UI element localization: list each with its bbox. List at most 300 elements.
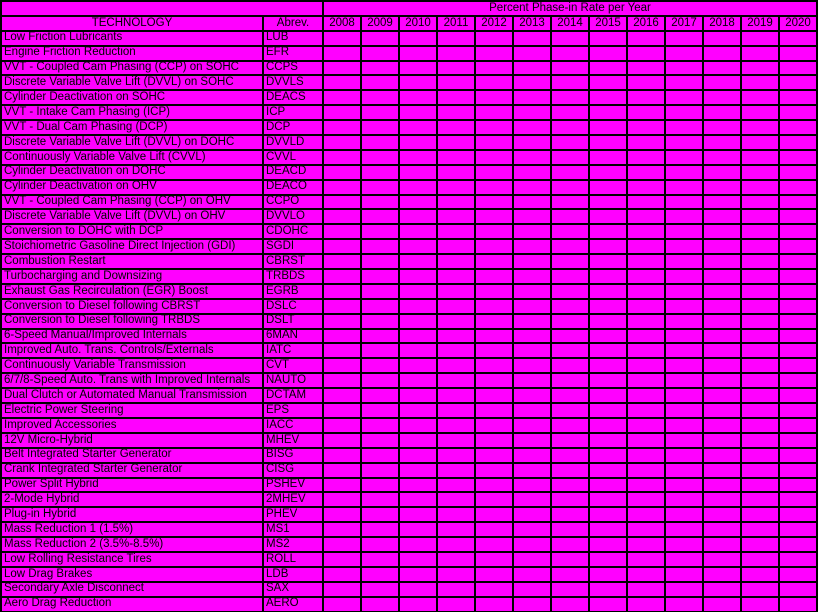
phase-in-value-cell — [513, 195, 551, 210]
phase-in-value-cell — [627, 373, 665, 388]
phase-in-value-cell — [589, 403, 627, 418]
phase-in-value-cell — [323, 418, 361, 433]
phase-in-value-cell — [703, 433, 741, 448]
abbreviation-cell: BISG — [263, 448, 323, 463]
phase-in-value-cell — [741, 433, 779, 448]
phase-in-value-cell — [703, 150, 741, 165]
phase-in-value-cell — [475, 358, 513, 373]
technology-name-cell: Mass Reduction 2 (3.5%-8.5%) — [1, 537, 263, 552]
table-row — [1, 388, 817, 403]
phase-in-value-cell — [513, 135, 551, 150]
phase-in-value-cell — [741, 582, 779, 597]
technology-name-cell: Continuously Variable Valve Lift (CVVL) — [1, 150, 263, 165]
table-row — [1, 105, 817, 120]
phase-in-value-cell — [323, 31, 361, 46]
phase-in-value-cell — [437, 433, 475, 448]
phase-in-value-cell — [361, 522, 399, 537]
phase-in-value-cell — [703, 284, 741, 299]
phase-in-value-cell — [627, 507, 665, 522]
phase-in-value-cell — [665, 358, 703, 373]
phase-in-value-cell — [399, 254, 437, 269]
phase-in-value-cell — [437, 373, 475, 388]
phase-in-value-cell — [551, 314, 589, 329]
phase-in-value-cell — [589, 254, 627, 269]
phase-in-value-cell — [513, 433, 551, 448]
phase-in-value-cell — [399, 61, 437, 76]
phase-in-value-cell — [399, 478, 437, 493]
phase-in-value-cell — [741, 597, 779, 612]
table-row — [1, 284, 817, 299]
phase-in-value-cell — [513, 61, 551, 76]
phase-in-value-cell — [703, 239, 741, 254]
phase-in-value-cell — [703, 31, 741, 46]
table-title-row — [1, 1, 817, 16]
phase-in-value-cell — [513, 388, 551, 403]
phase-in-value-cell — [741, 61, 779, 76]
phase-in-value-cell — [589, 165, 627, 180]
abbreviation-cell: TRBDS — [263, 269, 323, 284]
phase-in-value-cell — [589, 284, 627, 299]
abbreviation-cell: MHEV — [263, 433, 323, 448]
blank-corner-cell — [1, 1, 323, 16]
phase-in-value-cell — [741, 507, 779, 522]
phase-in-value-cell — [779, 478, 817, 493]
phase-in-value-cell — [627, 105, 665, 120]
phase-in-value-cell — [665, 299, 703, 314]
phase-in-value-cell — [665, 343, 703, 358]
table-row — [1, 537, 817, 552]
phase-in-value-cell — [703, 314, 741, 329]
phase-in-value-cell — [475, 463, 513, 478]
phase-in-value-cell — [779, 239, 817, 254]
phase-in-value-cell — [627, 567, 665, 582]
phase-in-value-cell — [665, 135, 703, 150]
phase-in-value-cell — [779, 582, 817, 597]
phase-in-value-cell — [779, 75, 817, 90]
phase-in-value-cell — [627, 195, 665, 210]
phase-in-value-cell — [361, 254, 399, 269]
table-row — [1, 597, 817, 612]
phase-in-value-cell — [627, 224, 665, 239]
phase-in-value-cell — [665, 492, 703, 507]
phase-in-value-cell — [475, 269, 513, 284]
phase-in-value-cell — [361, 165, 399, 180]
phase-in-value-cell — [703, 165, 741, 180]
phase-in-value-cell — [437, 522, 475, 537]
phase-in-value-cell — [361, 314, 399, 329]
phase-in-value-cell — [779, 314, 817, 329]
phase-in-value-cell — [361, 239, 399, 254]
table-row — [1, 552, 817, 567]
phase-in-value-cell — [323, 120, 361, 135]
phase-in-value-cell — [361, 195, 399, 210]
phase-in-value-cell — [779, 463, 817, 478]
technology-name-cell: 6-Speed Manual/Improved Internals — [1, 329, 263, 344]
phase-in-value-cell — [551, 329, 589, 344]
phase-in-value-cell — [399, 343, 437, 358]
phase-in-value-cell — [627, 75, 665, 90]
phase-in-value-cell — [779, 448, 817, 463]
phase-in-value-cell — [361, 31, 399, 46]
phase-in-value-cell — [399, 329, 437, 344]
phase-in-value-cell — [437, 120, 475, 135]
table-row — [1, 522, 817, 537]
phase-in-value-cell — [627, 254, 665, 269]
phase-in-value-cell — [589, 492, 627, 507]
table-row — [1, 75, 817, 90]
abbreviation-cell: EPS — [263, 403, 323, 418]
phase-in-value-cell — [741, 358, 779, 373]
phase-in-value-cell — [551, 418, 589, 433]
column-header-year: 2009 — [361, 16, 399, 31]
technology-name-cell: Aero Drag Reduction — [1, 597, 263, 612]
phase-in-value-cell — [703, 135, 741, 150]
phase-in-value-cell — [665, 597, 703, 612]
column-header-row — [1, 16, 817, 31]
phase-in-value-cell — [627, 448, 665, 463]
technology-name-cell: Conversion to Diesel following CBRST — [1, 299, 263, 314]
phase-in-value-cell — [361, 61, 399, 76]
phase-in-value-cell — [589, 507, 627, 522]
table-row — [1, 90, 817, 105]
phase-in-value-cell — [399, 105, 437, 120]
phase-in-value-cell — [665, 403, 703, 418]
phase-in-value-cell — [399, 269, 437, 284]
abbreviation-cell: IATC — [263, 343, 323, 358]
phase-in-value-cell — [703, 46, 741, 61]
phase-in-value-cell — [475, 597, 513, 612]
phase-in-value-cell — [665, 61, 703, 76]
phase-in-value-cell — [551, 46, 589, 61]
phase-in-value-cell — [665, 478, 703, 493]
phase-in-value-cell — [323, 150, 361, 165]
phase-in-value-cell — [323, 492, 361, 507]
phase-in-value-cell — [437, 567, 475, 582]
phase-in-value-cell — [513, 299, 551, 314]
phase-in-value-cell — [627, 61, 665, 76]
abbreviation-cell: PHEV — [263, 507, 323, 522]
technology-name-cell: Improved Accessories — [1, 418, 263, 433]
phase-in-value-cell — [513, 492, 551, 507]
phase-in-value-cell — [589, 209, 627, 224]
phase-in-value-cell — [323, 463, 361, 478]
phase-in-value-cell — [703, 522, 741, 537]
table-row — [1, 135, 817, 150]
phase-in-value-cell — [475, 492, 513, 507]
phase-in-value-cell — [551, 299, 589, 314]
phase-in-value-cell — [779, 284, 817, 299]
technology-name-cell: Crank Integrated Starter Generator — [1, 463, 263, 478]
phase-in-value-cell — [361, 552, 399, 567]
table-row — [1, 46, 817, 61]
technology-name-cell: Mass Reduction 1 (1.5%) — [1, 522, 263, 537]
phase-in-value-cell — [513, 254, 551, 269]
phase-in-value-cell — [665, 463, 703, 478]
phase-in-value-cell — [513, 209, 551, 224]
phase-in-value-cell — [551, 388, 589, 403]
phase-in-value-cell — [513, 224, 551, 239]
technology-name-cell: VVT - Coupled Cam Phasing (CCP) on SOHC — [1, 61, 263, 76]
phase-in-value-cell — [437, 597, 475, 612]
phase-in-value-cell — [513, 150, 551, 165]
column-header-year: 2013 — [513, 16, 551, 31]
table-row — [1, 180, 817, 195]
phase-in-value-cell — [323, 448, 361, 463]
phase-in-value-cell — [399, 358, 437, 373]
phase-in-value-cell — [475, 90, 513, 105]
phase-in-value-cell — [399, 552, 437, 567]
phase-in-value-cell — [703, 195, 741, 210]
phase-in-value-cell — [589, 537, 627, 552]
phase-in-value-cell — [475, 448, 513, 463]
phase-in-value-cell — [475, 209, 513, 224]
phase-in-value-cell — [437, 358, 475, 373]
phase-in-value-cell — [475, 552, 513, 567]
phase-in-value-cell — [323, 75, 361, 90]
phase-in-value-cell — [589, 120, 627, 135]
phase-in-value-cell — [665, 120, 703, 135]
phase-in-value-cell — [703, 597, 741, 612]
phase-in-value-cell — [665, 75, 703, 90]
phase-in-value-cell — [475, 314, 513, 329]
phase-in-value-cell — [551, 269, 589, 284]
phase-in-value-cell — [589, 75, 627, 90]
phase-in-value-cell — [741, 343, 779, 358]
phase-in-value-cell — [703, 537, 741, 552]
phase-in-value-cell — [779, 552, 817, 567]
abbreviation-cell: LUB — [263, 31, 323, 46]
phase-in-value-cell — [779, 105, 817, 120]
phase-in-value-cell — [627, 314, 665, 329]
phase-in-value-cell — [589, 597, 627, 612]
phase-in-value-cell — [703, 224, 741, 239]
phase-in-value-cell — [627, 180, 665, 195]
phase-in-value-cell — [475, 388, 513, 403]
phase-in-value-cell — [665, 165, 703, 180]
phase-in-value-cell — [665, 195, 703, 210]
phase-in-value-cell — [627, 522, 665, 537]
phase-in-value-cell — [779, 522, 817, 537]
phase-in-value-cell — [475, 224, 513, 239]
phase-in-value-cell — [551, 120, 589, 135]
phase-in-value-cell — [703, 120, 741, 135]
phase-in-value-cell — [665, 448, 703, 463]
table-row — [1, 478, 817, 493]
phase-in-value-cell — [437, 254, 475, 269]
phase-in-value-cell — [741, 224, 779, 239]
phase-in-value-cell — [741, 299, 779, 314]
phase-in-value-cell — [627, 478, 665, 493]
phase-in-value-cell — [665, 567, 703, 582]
phase-in-value-cell — [437, 299, 475, 314]
phase-in-value-cell — [779, 418, 817, 433]
phase-in-value-cell — [513, 478, 551, 493]
phase-in-value-cell — [323, 373, 361, 388]
phase-in-value-cell — [779, 195, 817, 210]
phase-in-value-cell — [361, 75, 399, 90]
phase-in-value-cell — [513, 403, 551, 418]
phase-in-value-cell — [551, 195, 589, 210]
phase-in-value-cell — [551, 522, 589, 537]
phase-in-value-cell — [437, 75, 475, 90]
phase-in-value-cell — [513, 522, 551, 537]
phase-in-value-cell — [513, 582, 551, 597]
phase-in-value-cell — [627, 120, 665, 135]
technology-name-cell: Low Drag Brakes — [1, 567, 263, 582]
phase-in-value-cell — [323, 314, 361, 329]
phase-in-value-cell — [437, 329, 475, 344]
phase-in-value-cell — [589, 269, 627, 284]
phase-in-value-cell — [551, 358, 589, 373]
phase-in-value-cell — [399, 180, 437, 195]
phase-in-value-cell — [589, 478, 627, 493]
phase-in-value-cell — [779, 46, 817, 61]
phase-in-value-cell — [475, 46, 513, 61]
phase-in-value-cell — [627, 150, 665, 165]
phase-in-value-cell — [779, 358, 817, 373]
phase-in-value-cell — [703, 552, 741, 567]
phase-in-value-cell — [361, 537, 399, 552]
technology-name-cell: Turbocharging and Downsizing — [1, 269, 263, 284]
phase-in-value-cell — [741, 552, 779, 567]
phase-in-value-cell — [323, 552, 361, 567]
phase-in-value-cell — [475, 329, 513, 344]
phase-in-value-cell — [437, 46, 475, 61]
phase-in-value-cell — [323, 135, 361, 150]
technology-name-cell: Conversion to DOHC with DCP — [1, 224, 263, 239]
technology-name-cell: Discrete Variable Valve Lift (DVVL) on DOHC — [1, 135, 263, 150]
phase-in-value-cell — [589, 195, 627, 210]
phase-in-value-cell — [361, 120, 399, 135]
column-header-year: 2015 — [589, 16, 627, 31]
phase-in-value-cell — [475, 75, 513, 90]
phase-in-value-cell — [361, 105, 399, 120]
phase-in-value-cell — [665, 105, 703, 120]
phase-in-value-cell — [513, 165, 551, 180]
phase-in-value-cell — [741, 269, 779, 284]
phase-in-value-cell — [437, 582, 475, 597]
phase-in-value-cell — [627, 165, 665, 180]
phase-in-value-cell — [627, 239, 665, 254]
phase-in-value-cell — [475, 61, 513, 76]
phase-in-value-cell — [779, 90, 817, 105]
phase-in-value-cell — [513, 537, 551, 552]
phase-in-value-cell — [437, 150, 475, 165]
phase-in-value-cell — [323, 224, 361, 239]
phase-in-value-cell — [665, 284, 703, 299]
phase-in-value-cell — [627, 418, 665, 433]
technology-name-cell: Cylinder Deactivation on OHV — [1, 180, 263, 195]
phase-in-value-cell — [437, 165, 475, 180]
abbreviation-cell: CCPO — [263, 195, 323, 210]
abbreviation-cell: DCTAM — [263, 388, 323, 403]
phase-in-value-cell — [627, 433, 665, 448]
phase-in-value-cell — [323, 522, 361, 537]
phase-in-value-cell — [627, 299, 665, 314]
phase-in-value-cell — [361, 358, 399, 373]
phase-in-value-cell — [703, 105, 741, 120]
phase-in-value-cell — [741, 165, 779, 180]
phase-in-value-cell — [475, 478, 513, 493]
phase-in-value-cell — [703, 492, 741, 507]
phase-in-value-cell — [437, 209, 475, 224]
phase-in-value-cell — [551, 507, 589, 522]
abbreviation-cell: DEACO — [263, 180, 323, 195]
phase-in-value-cell — [589, 135, 627, 150]
technology-name-cell: Improved Auto. Trans. Controls/Externals — [1, 343, 263, 358]
phase-in-value-cell — [323, 269, 361, 284]
table-title: Percent Phase-in Rate per Year — [323, 1, 817, 16]
phase-in-value-cell — [779, 299, 817, 314]
table-row — [1, 269, 817, 284]
phase-in-value-cell — [513, 418, 551, 433]
phase-in-value-cell — [551, 597, 589, 612]
technology-name-cell: Engine Friction Reduction — [1, 46, 263, 61]
phase-in-value-cell — [589, 299, 627, 314]
phase-in-value-cell — [589, 522, 627, 537]
phase-in-value-cell — [551, 209, 589, 224]
abbreviation-cell: DEACD — [263, 165, 323, 180]
phase-in-value-cell — [703, 75, 741, 90]
phase-in-value-cell — [437, 403, 475, 418]
technology-name-cell: Dual Clutch or Automated Manual Transmission — [1, 388, 263, 403]
phase-in-value-cell — [323, 478, 361, 493]
phase-in-value-cell — [779, 224, 817, 239]
phase-in-value-cell — [399, 314, 437, 329]
phase-in-value-cell — [551, 343, 589, 358]
phase-in-value-cell — [437, 135, 475, 150]
phase-in-value-cell — [437, 61, 475, 76]
phase-in-value-cell — [437, 343, 475, 358]
phase-in-value-cell — [779, 120, 817, 135]
phase-in-value-cell — [589, 582, 627, 597]
phase-in-value-cell — [323, 180, 361, 195]
technology-name-cell: VVT - Intake Cam Phasing (ICP) — [1, 105, 263, 120]
phase-in-value-cell — [703, 388, 741, 403]
phase-in-value-cell — [551, 567, 589, 582]
phase-in-value-cell — [779, 597, 817, 612]
phase-in-value-cell — [551, 61, 589, 76]
phase-in-value-cell — [475, 433, 513, 448]
phase-in-value-cell — [665, 388, 703, 403]
phase-in-value-cell — [627, 582, 665, 597]
phase-in-value-cell — [437, 180, 475, 195]
phase-in-value-cell — [703, 418, 741, 433]
phase-in-value-cell — [741, 120, 779, 135]
phase-in-value-cell — [323, 403, 361, 418]
table-row — [1, 209, 817, 224]
phase-in-value-cell — [399, 284, 437, 299]
abbreviation-cell: CISG — [263, 463, 323, 478]
abbreviation-cell: DEACS — [263, 90, 323, 105]
phase-in-value-cell — [361, 507, 399, 522]
table-row — [1, 329, 817, 344]
column-header-year: 2010 — [399, 16, 437, 31]
phase-in-value-cell — [361, 90, 399, 105]
phase-in-value-cell — [361, 299, 399, 314]
phase-in-value-cell — [589, 418, 627, 433]
abbreviation-cell: ROLL — [263, 552, 323, 567]
phase-in-value-cell — [741, 478, 779, 493]
phase-in-value-cell — [437, 224, 475, 239]
phase-in-value-cell — [475, 582, 513, 597]
table-row — [1, 433, 817, 448]
phase-in-value-cell — [665, 180, 703, 195]
phase-in-value-cell — [779, 150, 817, 165]
column-header-year: 2016 — [627, 16, 665, 31]
technology-name-cell: 6/7/8-Speed Auto. Trans with Improved Internals — [1, 373, 263, 388]
phase-in-value-cell — [437, 448, 475, 463]
